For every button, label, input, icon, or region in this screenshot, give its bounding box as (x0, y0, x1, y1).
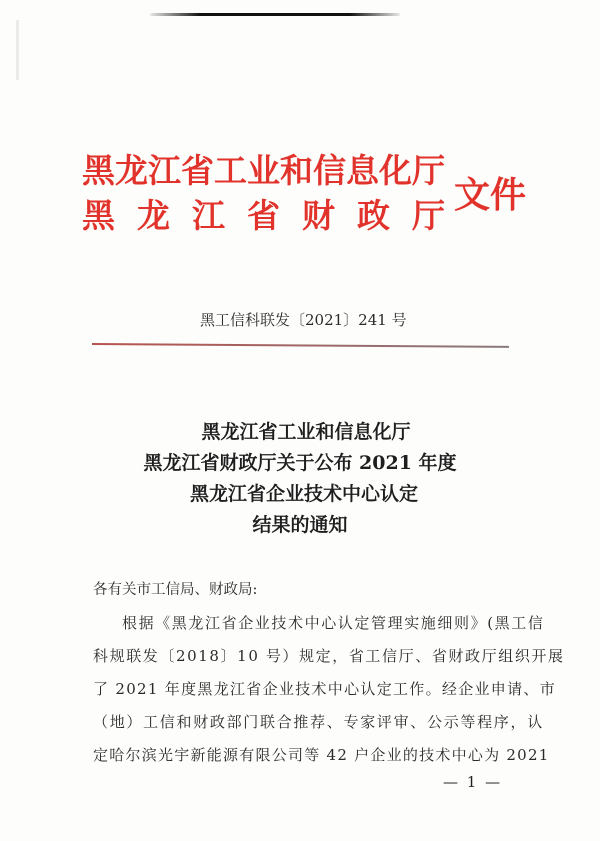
page-number: — 1 — (443, 773, 503, 791)
scan-left-edge (16, 20, 19, 80)
title-line-2: 黑龙江省财政厅关于公布 2021 年度 (143, 452, 457, 474)
body-line-4: （地）工信和财政部门联合推荐、专家评审、公示等程序，认 (93, 713, 544, 731)
title-line-3: 黑龙江省企业技术中心认定 (189, 483, 418, 505)
body-line-5: 定哈尔滨光宇新能源有限公司等 42 户企业的技术中心为 2021 (93, 746, 550, 764)
title-line-1: 黑龙江省工业和信息化厅 (201, 421, 411, 443)
red-divider-line (92, 343, 509, 348)
document-number: 黑工信科联发〔2021〕241 号 (200, 311, 407, 329)
document-title (0, 417, 600, 541)
body-line-2: 科规联发〔2018〕10 号）规定，省工信厅、省财政厅组织开展 (93, 647, 565, 665)
title-line-4: 结果的通知 (252, 514, 348, 536)
letterhead-issuer-2: 黑龙江省财政厅 (82, 196, 467, 235)
letterhead-doc-type: 文件 (454, 175, 527, 216)
scan-edge-shadow (150, 13, 400, 16)
red-letterhead (82, 150, 527, 260)
body-line-1: 根据《黑龙江省企业技术中心认定管理实施细则》(黑工信 (122, 614, 545, 632)
salutation: 各有关市工信局、财政局: (93, 582, 258, 598)
letterhead-issuer-1: 黑龙江省工业和信息化厅 (82, 151, 445, 190)
body-line-3: 了 2021 年度黑龙江省企业技术中心认定工作。经企业申请、市 (93, 680, 557, 698)
